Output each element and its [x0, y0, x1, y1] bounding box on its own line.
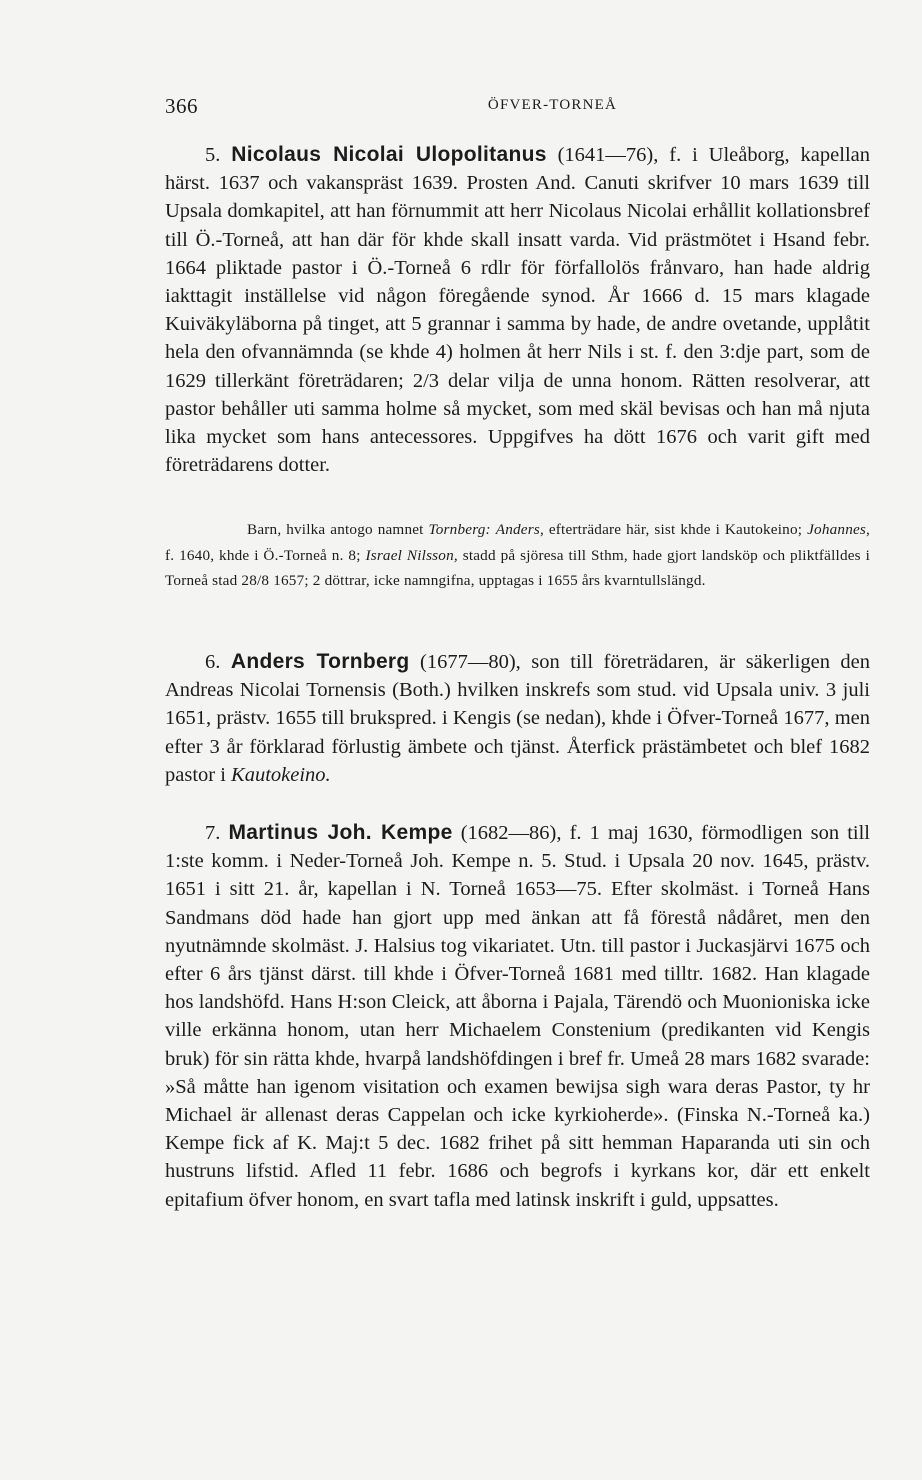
entry-7-text: (1682—86), f. 1 maj 1630, förmodligen son till 1:ste komm. i Neder-Torneå Joh. Kempe n. 5. Stud. i Upsala 20 nov. 1645, prästv. 1651 i sitt 21. år, kapellan i N. Torneå 1653—75. Efter skolmäst. i Torneå Hans Sandmans död hade han gjort upp med änkan att få förestå nådåret, men den nyutnämnde skolmäst. J. Halsius tog vikariatet. Utn. till pastor i Juckasjärvi 1675 och efter 6 års tjänst därst. till khde i Öfver-Torneå 1681 med tilltr. 1682. Han klagade hos landshöfd. Hans H:son Cleick, att åborna i Pajala, Tärendö och Muonioniska icke ville erkänna honom, utan herr Michaelem Constenium (predikanten vid Kengis bruk) för sin rätta khde, hvarpå landshöfdingen i bref fr. Umeå 28 mars 1682 svarade: »Så måtte han igenom visitation och examen bewijsa sigh wara deras Pastor, ty hr Michael är allenast deras Cappelan och icke kyrkioherde». (Finska N.-Torneå ka.) Kempe fick af K. Maj:t 5 dec. 1682 frihet på sitt hemman Haparanda uti sin och hustruns lifstid. Afled 11 febr. 1686 och begrofs i kyrkans kor, där ett enkelt epitafium öfver honom, en svart tafla med latinsk inskrift i guld, uppsattes. [165, 822, 871, 1211]
entry-6-paragraph [165, 648, 870, 789]
entry-6-name: Anders Tornberg [230, 650, 410, 673]
entry-5-name: Nicolaus Nicolai Ulopolitanus [231, 143, 547, 166]
entry-6 [165, 648, 870, 789]
entry-5-text: (1641—76), f. i Uleåborg, kapellan härst. 1637 och vakanspräst 1639. Prosten And. Canuti skrifver 10 mars 1639 till Upsala domkapitel, att han förnummit att herr Nicolaus Nicolai erhållit kollationsbref till Ö.-Torneå, att han där för khde skall insatt varda. Vid prästmötet i Hsand febr. 1664 pliktade pastor i Ö.-Torneå 6 rdlr för förfallolös frånvaro, han hade aldrig iakttagit inställelse vid någon föregående synod. År 1666 d. 15 mars klagade Kuiväkyläborna på tinget, att 5 grannar i samma by hade, de andre ovetande, upplåtit hela den ofvannämnda (se khde 4) holmen åt herr Nils i st. f. den 3:dje part, som de 1629 tillerkänt företrädaren; 2/3 delar vilja de unna honom. Rätten resolverar, att pastor behåller uti samma holme så mycket, som med skäl bevisas och han må njuta lika mycket som hans antecessores. Uppgifves ha dött 1676 och varit gift med företrädarens dotter. [165, 144, 870, 477]
entry-5-footnote [165, 517, 870, 594]
child-israel: Israel Nilsson, [365, 546, 458, 564]
entry-7 [165, 819, 870, 1214]
entry-6-number: 6. [205, 651, 221, 673]
child-anders: Anders, [495, 521, 544, 538]
child-johannes: Johannes, [807, 521, 871, 538]
entry-6-text: (1677—80), son till företrädaren, är säkerligen den Andreas Nicolai Tornensis (Both.) hvilken inskrefs som stud. vid Upsala univ. 3 juli 1651, prästv. 1655 till brukspred. i Kengis (se nedan), khde i Öfver-Torneå 1677, men efter 3 år förklarad förlustig ämbete och tjänst. Återfick prästämbetet och blef 1682 pastor i [165, 651, 871, 786]
running-head: ÖFVER-TORNEÅ [487, 97, 618, 113]
entry-7-number: 7. [205, 822, 221, 844]
entry-5-number: 5. [205, 144, 221, 166]
page-number: 366 [165, 94, 198, 118]
entry-7-paragraph [165, 819, 870, 1214]
entry-5 [165, 141, 870, 479]
entry-5-paragraph [165, 141, 870, 479]
page-header [165, 94, 870, 118]
entry-6-place: Kautokeino. [231, 763, 331, 786]
entry-5-children-note: Barn, hvilka antogo namnet Tornberg: Anders, efterträdare här, sist khde i Kautokeino; Johannes, f. 1640, khde i Ö.-Torneå n. 8; Israel Nilsson, stadd på sjöresa till Sthm, hade gjort landsköp och pliktfälldes i Torneå stad 28/8 1657; 2 döttrar, icke namngifna, upptagas i 1655 års kvarntullslängd. [165, 521, 871, 589]
surname: Tornberg: [428, 521, 491, 538]
entry-7-name: Martinus Joh. Kempe [228, 821, 453, 844]
